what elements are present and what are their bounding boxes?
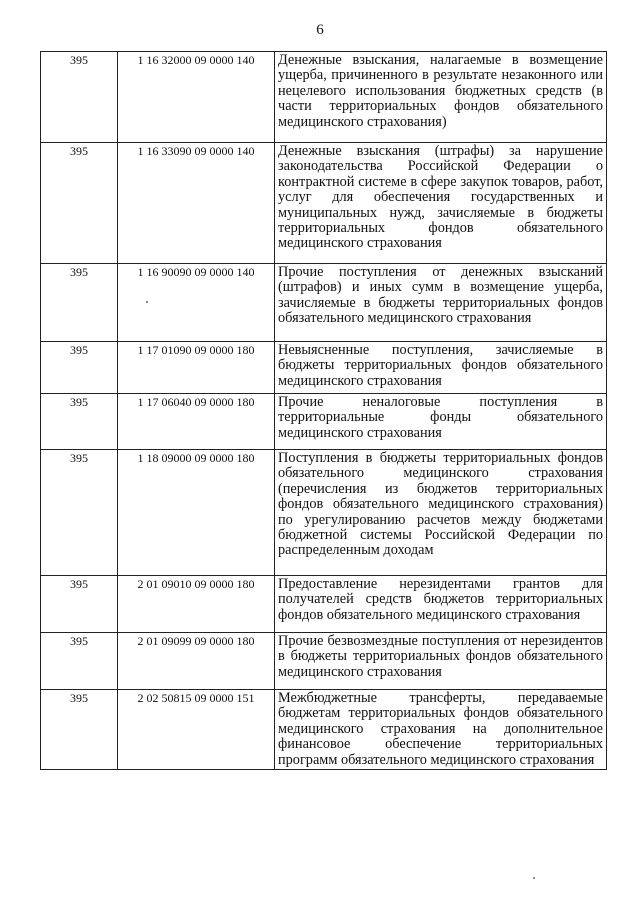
table-row	[41, 690, 607, 770]
description-cell: Прочие безвозмездные поступления от нерезидентов в бюджеты территориальных фондов обязательного медицинского страхования	[275, 633, 607, 690]
scan-speck	[146, 301, 148, 303]
description-cell: Предоставление нерезидентами грантов для получателей средств бюджетов территориальных фондов обязательного медицинского страхования	[275, 576, 607, 633]
budget-revenue-codes-table	[40, 51, 607, 770]
description-cell: Межбюджетные трансферты, передаваемые бюджетам территориальных фондов обязательного медицинского страхования на дополнительное финансовое обеспечение территориальных программ обязательного медицинского страхования	[275, 690, 607, 770]
budget-code-cell: 1 16 33090 09 0000 140	[118, 143, 275, 264]
table-row	[41, 394, 607, 450]
budget-code-cell: 1 16 90090 09 0000 140	[118, 264, 275, 342]
admin-code-cell: 395	[41, 450, 118, 576]
budget-code-cell: 2 02 50815 09 0000 151	[118, 690, 275, 770]
budget-code-cell: 2 01 09010 09 0000 180	[118, 576, 275, 633]
description-cell: Прочие поступления от денежных взысканий (штрафов) и иных сумм в возмещение ущерба, зачисляемые в бюджеты территориальных фондов обязательного медицинского страхования	[275, 264, 607, 342]
description-cell: Невыясненные поступления, зачисляемые в бюджеты территориальных фондов обязательного медицинского страхования	[275, 342, 607, 394]
table-row	[41, 52, 607, 143]
table-row	[41, 450, 607, 576]
admin-code-cell: 395	[41, 52, 118, 143]
budget-code-cell: 1 16 32000 09 0000 140	[118, 52, 275, 143]
admin-code-cell: 395	[41, 576, 118, 633]
admin-code-cell: 395	[41, 633, 118, 690]
table-row	[41, 633, 607, 690]
budget-code-cell: 1 17 06040 09 0000 180	[118, 394, 275, 450]
table-row	[41, 143, 607, 264]
budget-code-cell: 1 17 01090 09 0000 180	[118, 342, 275, 394]
budget-code-cell: 1 18 09000 09 0000 180	[118, 450, 275, 576]
description-cell: Прочие неналоговые поступления в территориальные фонды обязательного медицинского страхования	[275, 394, 607, 450]
admin-code-cell: 395	[41, 143, 118, 264]
admin-code-cell: 395	[41, 342, 118, 394]
description-cell: Денежные взыскания (штрафы) за нарушение законодательства Российской Федерации о контрактной системе в сфере закупок товаров, работ, услуг для обеспечения государственных и муниципальных нужд, зачисляемые в бюджеты территориальных фондов обязательного медицинского страхования	[275, 143, 607, 264]
description-cell: Поступления в бюджеты территориальных фондов обязательного медицинского страхования (перечисления из бюджетов территориальных фондов обязательного медицинского страхования) по урегулированию расчетов между бюджетами бюджетной системы Российской Федерации по распределенным доходам	[275, 450, 607, 576]
admin-code-cell: 395	[41, 264, 118, 342]
admin-code-cell: 395	[41, 690, 118, 770]
admin-code-cell: 395	[41, 394, 118, 450]
scan-speck	[533, 877, 535, 879]
budget-code-cell: 2 01 09099 09 0000 180	[118, 633, 275, 690]
table-row	[41, 576, 607, 633]
table-row	[41, 342, 607, 394]
page-number: 6	[316, 22, 324, 38]
description-cell: Денежные взыскания, налагаемые в возмещение ущерба, причиненного в результате незаконного или нецелевого использования бюджетных средств (в части территориальных фондов обязательного медицинского страхования)	[275, 52, 607, 143]
table-row	[41, 264, 607, 342]
